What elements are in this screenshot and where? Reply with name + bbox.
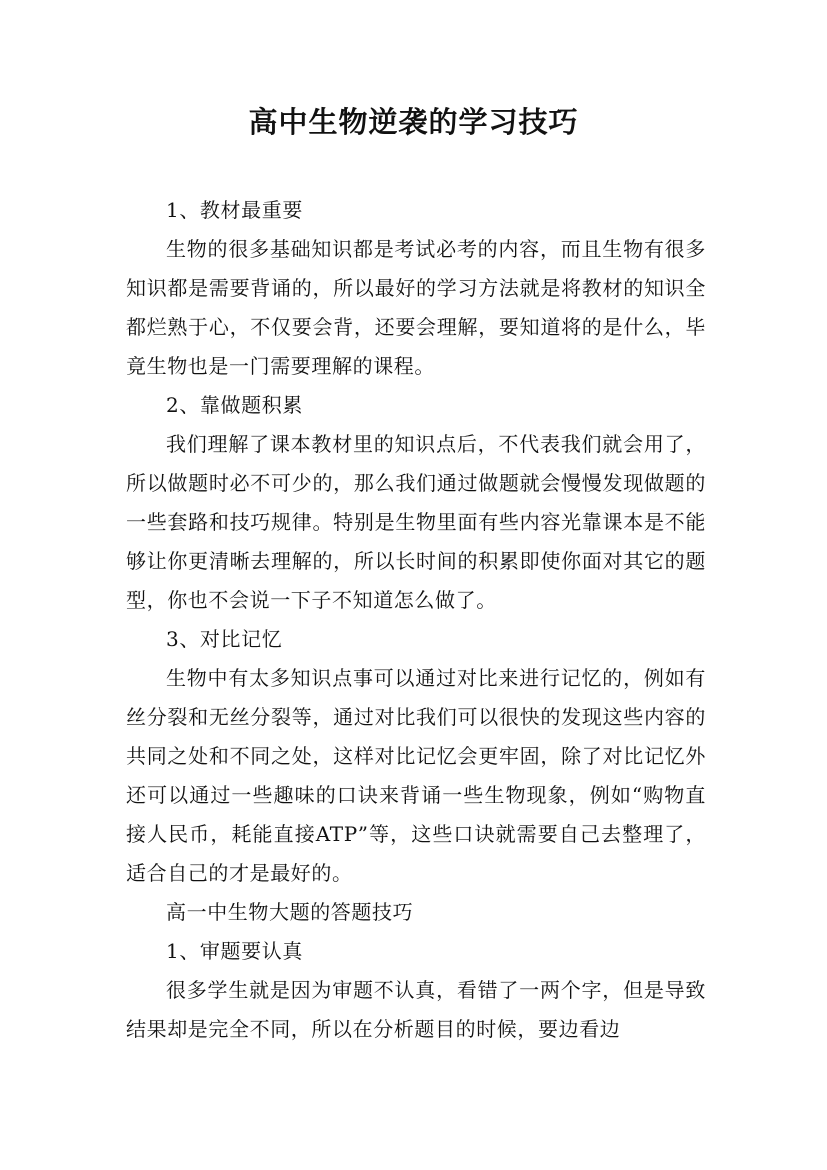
section-heading-practice: 2、靠做题积累 — [166, 393, 303, 417]
section-heading-answer-tips: 高一中生物大题的答题技巧 — [166, 900, 414, 924]
paragraph-read-carefully: 很多学生就是因为审题不认真，看错了一两个字，但是导致结果却是完全不同，所以在分析题目的时候，要边看边 — [126, 978, 706, 1041]
paragraph-textbook: 生物的很多基础知识都是考试必考的内容，而且生物有很多知识都是需要背诵的，所以最好的学习方法就是将教材的知识全都烂熟于心，不仅要会背，还要会理解，要知道将的是什么，毕竟生物也是一门需要理解的课程。 — [126, 237, 706, 378]
paragraph-comparison: 生物中有太多知识点事可以通过对比来进行记忆的，例如有丝分裂和无丝分裂等，通过对比我们可以很快的发现这些内容的共同之处和不同之处，这样对比记忆会更牢固，除了对比记忆外还可以通过一些趣味的口诀来背诵一些生物现象，例如“购物直接人民币，耗能直接ATP”等，这些口诀就需要自己去整理了，适合自己的才是最好的。 — [126, 666, 706, 885]
document-title: 高中生物逆袭的学习技巧 — [248, 105, 579, 139]
paragraph-practice: 我们理解了课本教材里的知识点后，不代表我们就会用了，所以做题时必不可少的，那么我们通过做题就会慢慢发现做题的一些套路和技巧规律。特别是生物里面有些内容光靠课本是不能够让你更清晰去理解的，所以长时间的积累即使你面对其它的题型，你也不会说一下子不知道怎么做了。 — [126, 432, 706, 612]
section-heading-read-carefully: 1、审题要认真 — [166, 939, 303, 963]
section-heading-comparison: 3、对比记忆 — [166, 627, 283, 651]
document-body — [126, 191, 706, 1049]
section-heading-textbook: 1、教材最重要 — [166, 198, 303, 222]
